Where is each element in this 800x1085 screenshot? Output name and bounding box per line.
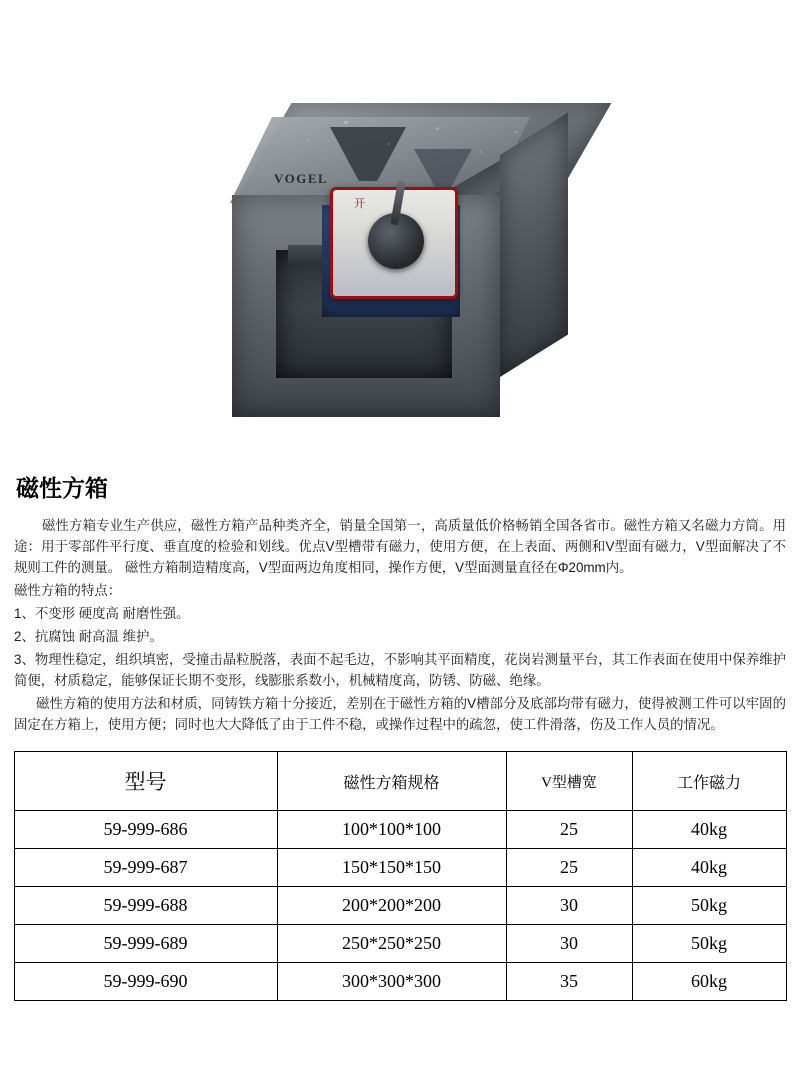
description-paragraph-1: 磁性方箱专业生产供应，磁性方箱产品种类齐全，销量全国第一，高质量低价格畅销全国各省市。磁性方箱又名磁力方筒。用途：用于零部件平行度、垂直度的检验和划线。优点V型槽带有磁力，使用方便，在上表面、两侧和V型面有磁力，V型面解决了不规则工件的测量。 磁性方箱制造精度高，V型面两边角度相同，操作方便，V型面测量直径在Φ20mm内。 (14, 518, 786, 575)
cell-v-groove-width: 30 (506, 925, 632, 963)
cell-spec: 200*200*200 (277, 887, 506, 925)
feature-item-2: 2、抗腐蚀 耐高温 维护。 (14, 629, 163, 644)
cell-spec: 100*100*100 (277, 811, 506, 849)
brand-logo-text: VOGEL (274, 171, 329, 186)
cell-model: 59-999-688 (14, 887, 277, 925)
cell-magnetic-force: 40kg (632, 811, 786, 849)
cell-magnetic-force: 50kg (632, 925, 786, 963)
column-header-magnetic-force: 工作磁力 (632, 752, 786, 811)
usage-paragraph: 磁性方箱的使用方法和材质，同铸铁方箱十分接近，差别在于磁性方箱的V槽部分及底部均带有磁力，使得被测工件可以牢固的固定在方箱上，使用方便；同时也大大降低了由于工件不稳，或操作过程中的疏忽，使工件滑落，伤及工作人员的情况。 (14, 696, 786, 732)
specification-table (14, 751, 787, 1001)
cell-model: 59-999-687 (14, 849, 277, 887)
table-row (14, 963, 786, 1001)
feature-item-1: 1、不变形 硬度高 耐磨性强。 (14, 606, 190, 621)
magnet-switch-label: 开 (354, 197, 366, 210)
features-heading: 磁性方箱的特点： (14, 583, 122, 598)
column-header-v-groove-width: V型槽宽 (506, 752, 632, 811)
table-row (14, 887, 786, 925)
cell-v-groove-width: 35 (506, 963, 632, 1001)
table-row (14, 925, 786, 963)
box-illustration (218, 95, 588, 455)
description-section (0, 470, 800, 735)
table-row (14, 849, 786, 887)
table-header-row (14, 752, 786, 811)
cell-spec: 250*250*250 (277, 925, 506, 963)
cell-magnetic-force: 40kg (632, 849, 786, 887)
cell-spec: 300*300*300 (277, 963, 506, 1001)
table-row (14, 811, 786, 849)
product-image-area (0, 0, 800, 470)
cell-magnetic-force: 60kg (632, 963, 786, 1001)
cell-model: 59-999-689 (14, 925, 277, 963)
cell-spec: 150*150*150 (277, 849, 506, 887)
column-header-model: 型号 (14, 752, 277, 811)
magnetic-square-box-photo (218, 95, 588, 455)
cell-v-groove-width: 30 (506, 887, 632, 925)
cell-v-groove-width: 25 (506, 811, 632, 849)
cell-magnetic-force: 50kg (632, 887, 786, 925)
feature-item-3: 3、物理性稳定，组织填密，受撞击晶粒脱落，表面不起毛边，不影响其平面精度，花岗岩测量平台，其工作表面在使用中保养维护简便，材质稳定，能够保证长期不变形，线膨胀系数小，机械精度高，防锈、防磁、绝缘。 (14, 652, 786, 688)
cell-model: 59-999-690 (14, 963, 277, 1001)
cell-model: 59-999-686 (14, 811, 277, 849)
surface-speckles (248, 113, 548, 193)
page-title: 磁性方箱 (16, 475, 108, 501)
column-header-spec: 磁性方箱规格 (277, 752, 506, 811)
cell-v-groove-width: 25 (506, 849, 632, 887)
